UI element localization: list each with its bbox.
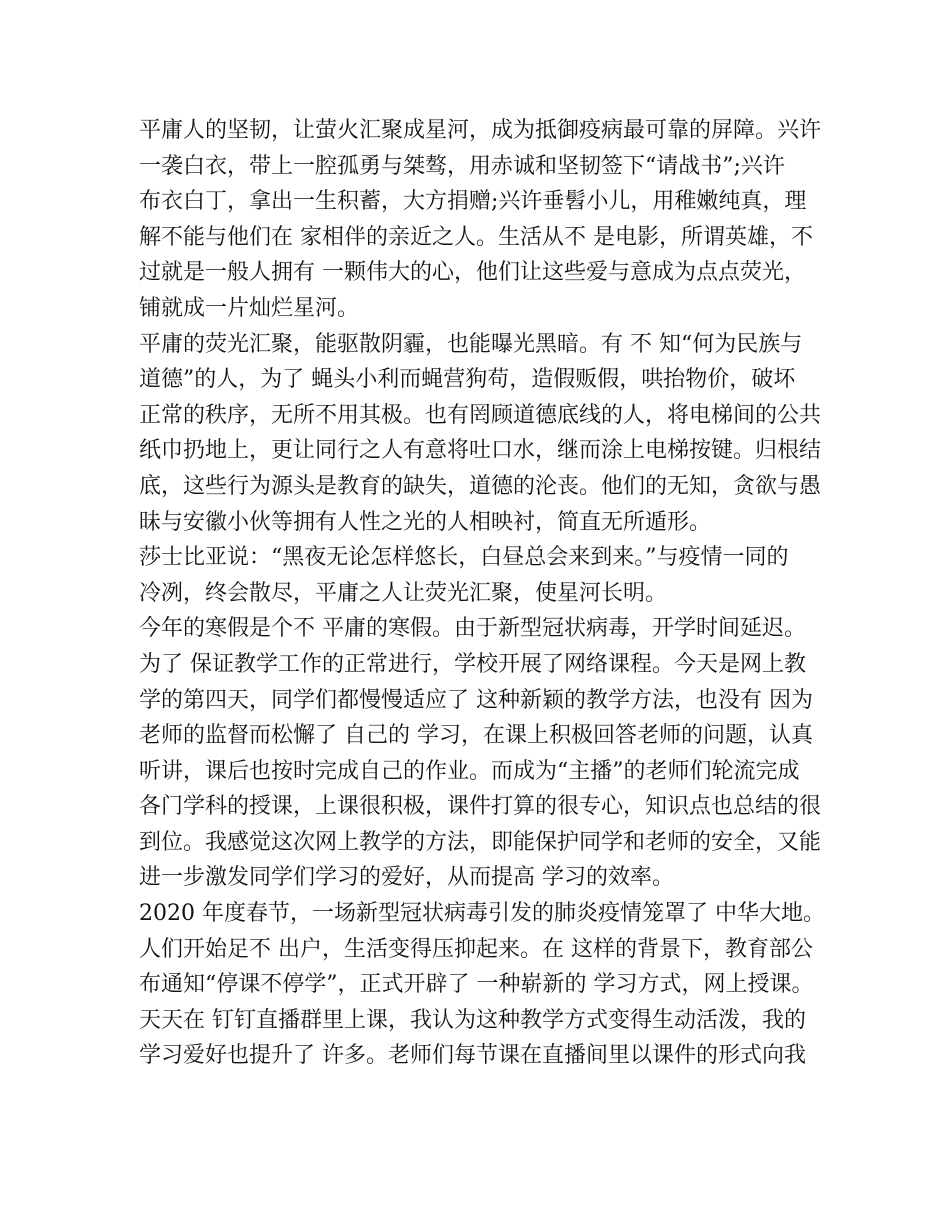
text-line: 各门学科的授课，上课很积极，课件打算的很专心，知识点也总结的很: [139, 794, 822, 820]
text-line: 布通知“停课不停学”，正式开辟了 一种崭新的 学习方式，网上授课。: [139, 972, 814, 998]
text-line: 莎士比亚说：“黑夜无论怎样悠长，白昼总会来到来。”与疫情一同的: [139, 545, 789, 571]
text-line: 底，这些行为源头是教育的缺失，道德的沦丧。他们的无知，贪欲与愚: [139, 473, 822, 499]
text-line: 冷冽，终会散尽，平庸之人让荧光汇聚，使星河长明。: [139, 580, 668, 606]
text-line: 人们开始足不 出户，生活变得压抑起来。在 这样的背景下，教育部公: [139, 936, 813, 962]
text-line: 今年的寒假是个不 平庸的寒假。由于新型冠状病毒，开学时间延迟。: [139, 616, 806, 642]
text-line: 到位。我感觉这次网上教学的方法，即能保护同学和老师的安全，又能: [139, 829, 822, 855]
text-line: 解不能与他们在 家相伴的亲近之人。生活从不 是电影，所谓英雄，不: [139, 224, 813, 250]
text-line: 布衣白丁，拿出一生积蓄，大方捐赠;兴许垂髫小儿，用稚嫩纯真，理: [139, 189, 807, 215]
text-line: 老师的监督而松懈了 自己的 学习，在课上积极回答老师的问题，认真: [139, 723, 813, 749]
text-line: 昧与安徽小伙等拥有人性之光的人相映衬，简直无所遁形。: [139, 509, 712, 535]
text-line: 为了 保证教学工作的正常进行，学校开展了网络课程。今天是网上教: [139, 651, 806, 677]
text-line: 道德”的人，为了 蝇头小利而蝇营狗苟，造假贩假，哄抬物价，破坏: [139, 367, 796, 393]
text-line: 平庸的荧光汇聚，能驱散阴霾，也能曝光黑暗。有 不 知“何为民族与: [139, 331, 803, 357]
text-line: 一袭白衣，带上一腔孤勇与桀骜，用赤诚和坚韧签下“请战书”;兴许: [139, 153, 785, 179]
text-line: 纸巾扔地上，更让同行之人有意将吐口水，继而涂上电梯按键。归根结: [139, 438, 822, 464]
text-line: 铺就成一片灿烂星河。: [139, 295, 360, 321]
text-line: 学的第四天，同学们都慢慢适应了 这种新颖的教学方法，也没有 因为: [139, 687, 813, 713]
text-line: 2020 年度春节，一场新型冠状病毒引发的肺炎疫情笼罩了 中华大地。: [139, 901, 825, 927]
text-line: 进一步激发同学们学习的爱好，从而提高 学习的效率。: [139, 865, 674, 891]
text-line: 天天在 钉钉直播群里上课，我认为这种教学方式变得生动活泼，我的: [139, 1007, 806, 1033]
text-line: 学习爱好也提升了 许多。老师们每节课在直播间里以课件的形式向我: [139, 1043, 806, 1069]
text-line: 正常的秩序，无所不用其极。也有罔顾道德底线的人，将电梯间的公共: [139, 402, 822, 428]
text-line: 听讲，课后也按时完成自己的作业。而成为“主播”的老师们轮流完成: [139, 758, 800, 784]
document-text: [139, 113, 829, 1074]
text-line: 过就是一般人拥有 一颗伟大的心，他们让这些爱与意成为点点荧光，: [139, 260, 806, 286]
text-line: 平庸人的坚韧，让萤火汇聚成星河，成为抵御疫病最可靠的屏障。兴许: [139, 118, 822, 143]
